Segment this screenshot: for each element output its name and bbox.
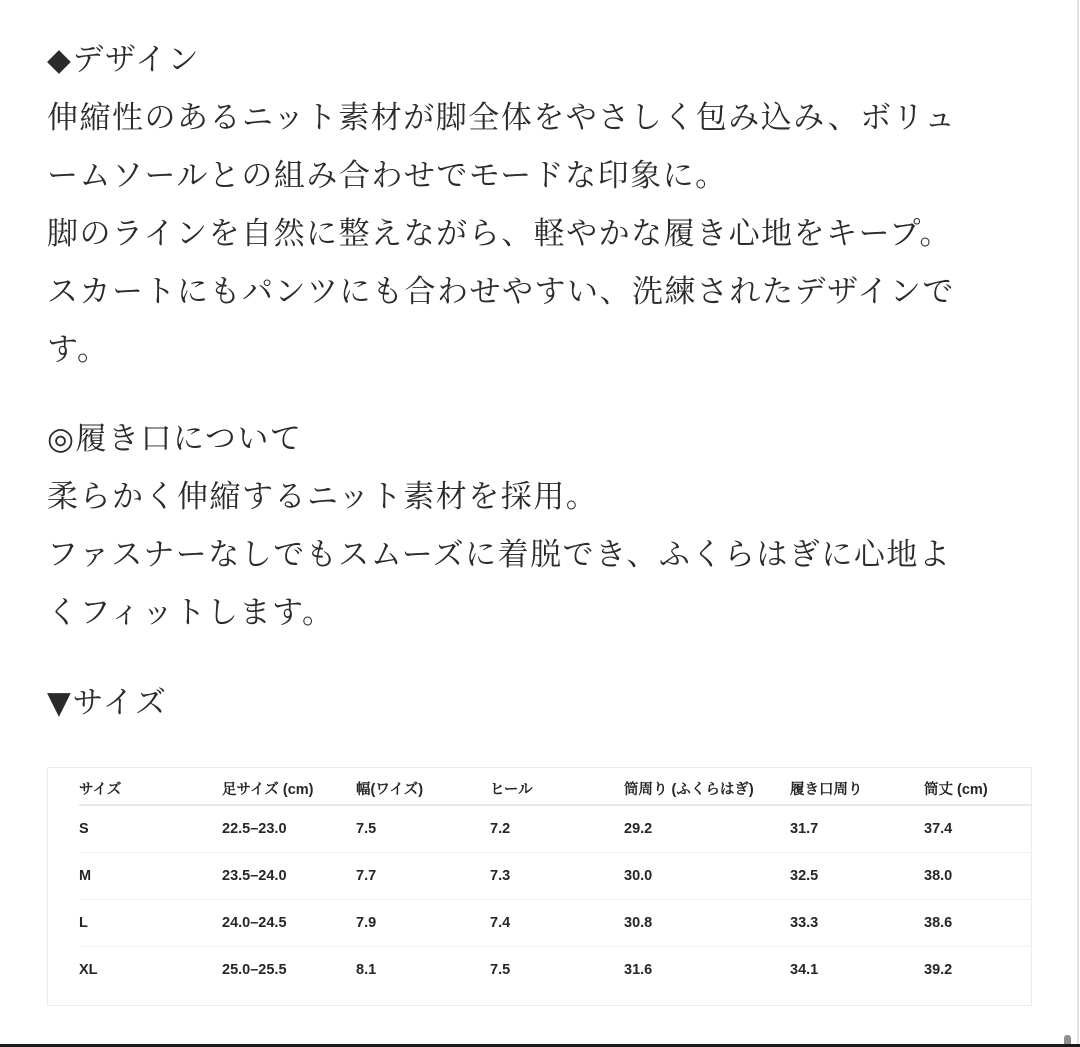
table-header-row: [79, 768, 1032, 805]
cell-shaft-height: 37.4: [924, 805, 1032, 852]
cell-size: L: [79, 899, 222, 946]
opening-heading: ◎履き口について: [47, 421, 303, 457]
design-line: 伸縮性のあるニット素材が脚全体をやさしく包み込み、ボリュ: [47, 100, 957, 136]
cell-opening-circumference: 33.3: [790, 899, 924, 946]
cell-width: 8.1: [356, 961, 377, 978]
design-line: ームソールとの組み合わせでモードな印象に。: [47, 158, 728, 194]
header-shaft-height: 筒丈 (cm): [924, 768, 1032, 805]
cell-heel: 7.4: [490, 899, 624, 946]
opening-line: ファスナーなしでもスムーズに着脱でき、ふくらはぎに心地よ: [47, 537, 952, 573]
size-heading: ▼サイズ: [47, 685, 168, 721]
header-width: 幅(ワイズ): [356, 768, 490, 805]
cell-width: 7.7: [356, 852, 490, 899]
header-calf-circumference: 筒周り (ふくらはぎ): [624, 768, 790, 805]
table-row: [79, 852, 1032, 899]
cell-shaft-height: 38.0: [924, 852, 1032, 899]
cell-shaft-height: 39.2: [924, 961, 953, 978]
cell-foot-size: 25.0–25.5: [222, 961, 287, 978]
header-opening-circumference: 履き口周り: [790, 768, 924, 805]
size-section: [47, 674, 167, 732]
header-size: サイズ: [79, 768, 222, 805]
opening-line: 柔らかく伸縮するニット素材を採用。: [47, 479, 599, 515]
size-table: [79, 768, 1032, 993]
design-line: す。: [47, 332, 110, 368]
cell-size: S: [79, 805, 222, 852]
cell-foot-size: 24.0–24.5: [222, 899, 356, 946]
cell-size: XL: [79, 961, 98, 978]
table-row: [79, 946, 1032, 993]
size-table-card: [47, 767, 1032, 1006]
cell-opening-circumference: 32.5: [790, 852, 924, 899]
opening-section: [47, 410, 951, 642]
cell-width: 7.5: [356, 805, 490, 852]
design-heading: ◆デザイン: [47, 42, 201, 78]
cell-foot-size: 22.5–23.0: [222, 805, 356, 852]
cell-heel: 7.3: [490, 852, 624, 899]
design-line: 脚のラインを自然に整えながら、軽やかな履き心地をキープ。: [47, 216, 953, 252]
cell-calf-circumference: 30.8: [624, 899, 790, 946]
header-heel: ヒール: [490, 768, 624, 805]
cell-opening-circumference: 31.7: [790, 805, 924, 852]
table-row: [79, 899, 1032, 946]
opening-line: くフィットします。: [47, 595, 335, 631]
design-section: [47, 31, 957, 379]
cell-heel: 7.2: [490, 805, 624, 852]
right-edge-divider: [1077, 0, 1079, 1044]
design-line: スカートにもパンツにも合わせやすい、洗練されたデザインで: [47, 274, 955, 310]
cell-shaft-height: 38.6: [924, 899, 1032, 946]
cell-opening-circumference: 34.1: [790, 961, 819, 978]
cell-calf-circumference: 29.2: [624, 805, 790, 852]
header-foot-size: 足サイズ (cm): [222, 768, 356, 805]
cell-calf-circumference: 30.0: [624, 852, 790, 899]
table-row: [79, 805, 1032, 852]
cell-size: M: [79, 852, 222, 899]
cell-calf-circumference: 31.6: [624, 961, 653, 978]
cell-heel: 7.5: [490, 961, 511, 978]
cell-width: 7.9: [356, 899, 490, 946]
cell-foot-size: 23.5–24.0: [222, 852, 356, 899]
